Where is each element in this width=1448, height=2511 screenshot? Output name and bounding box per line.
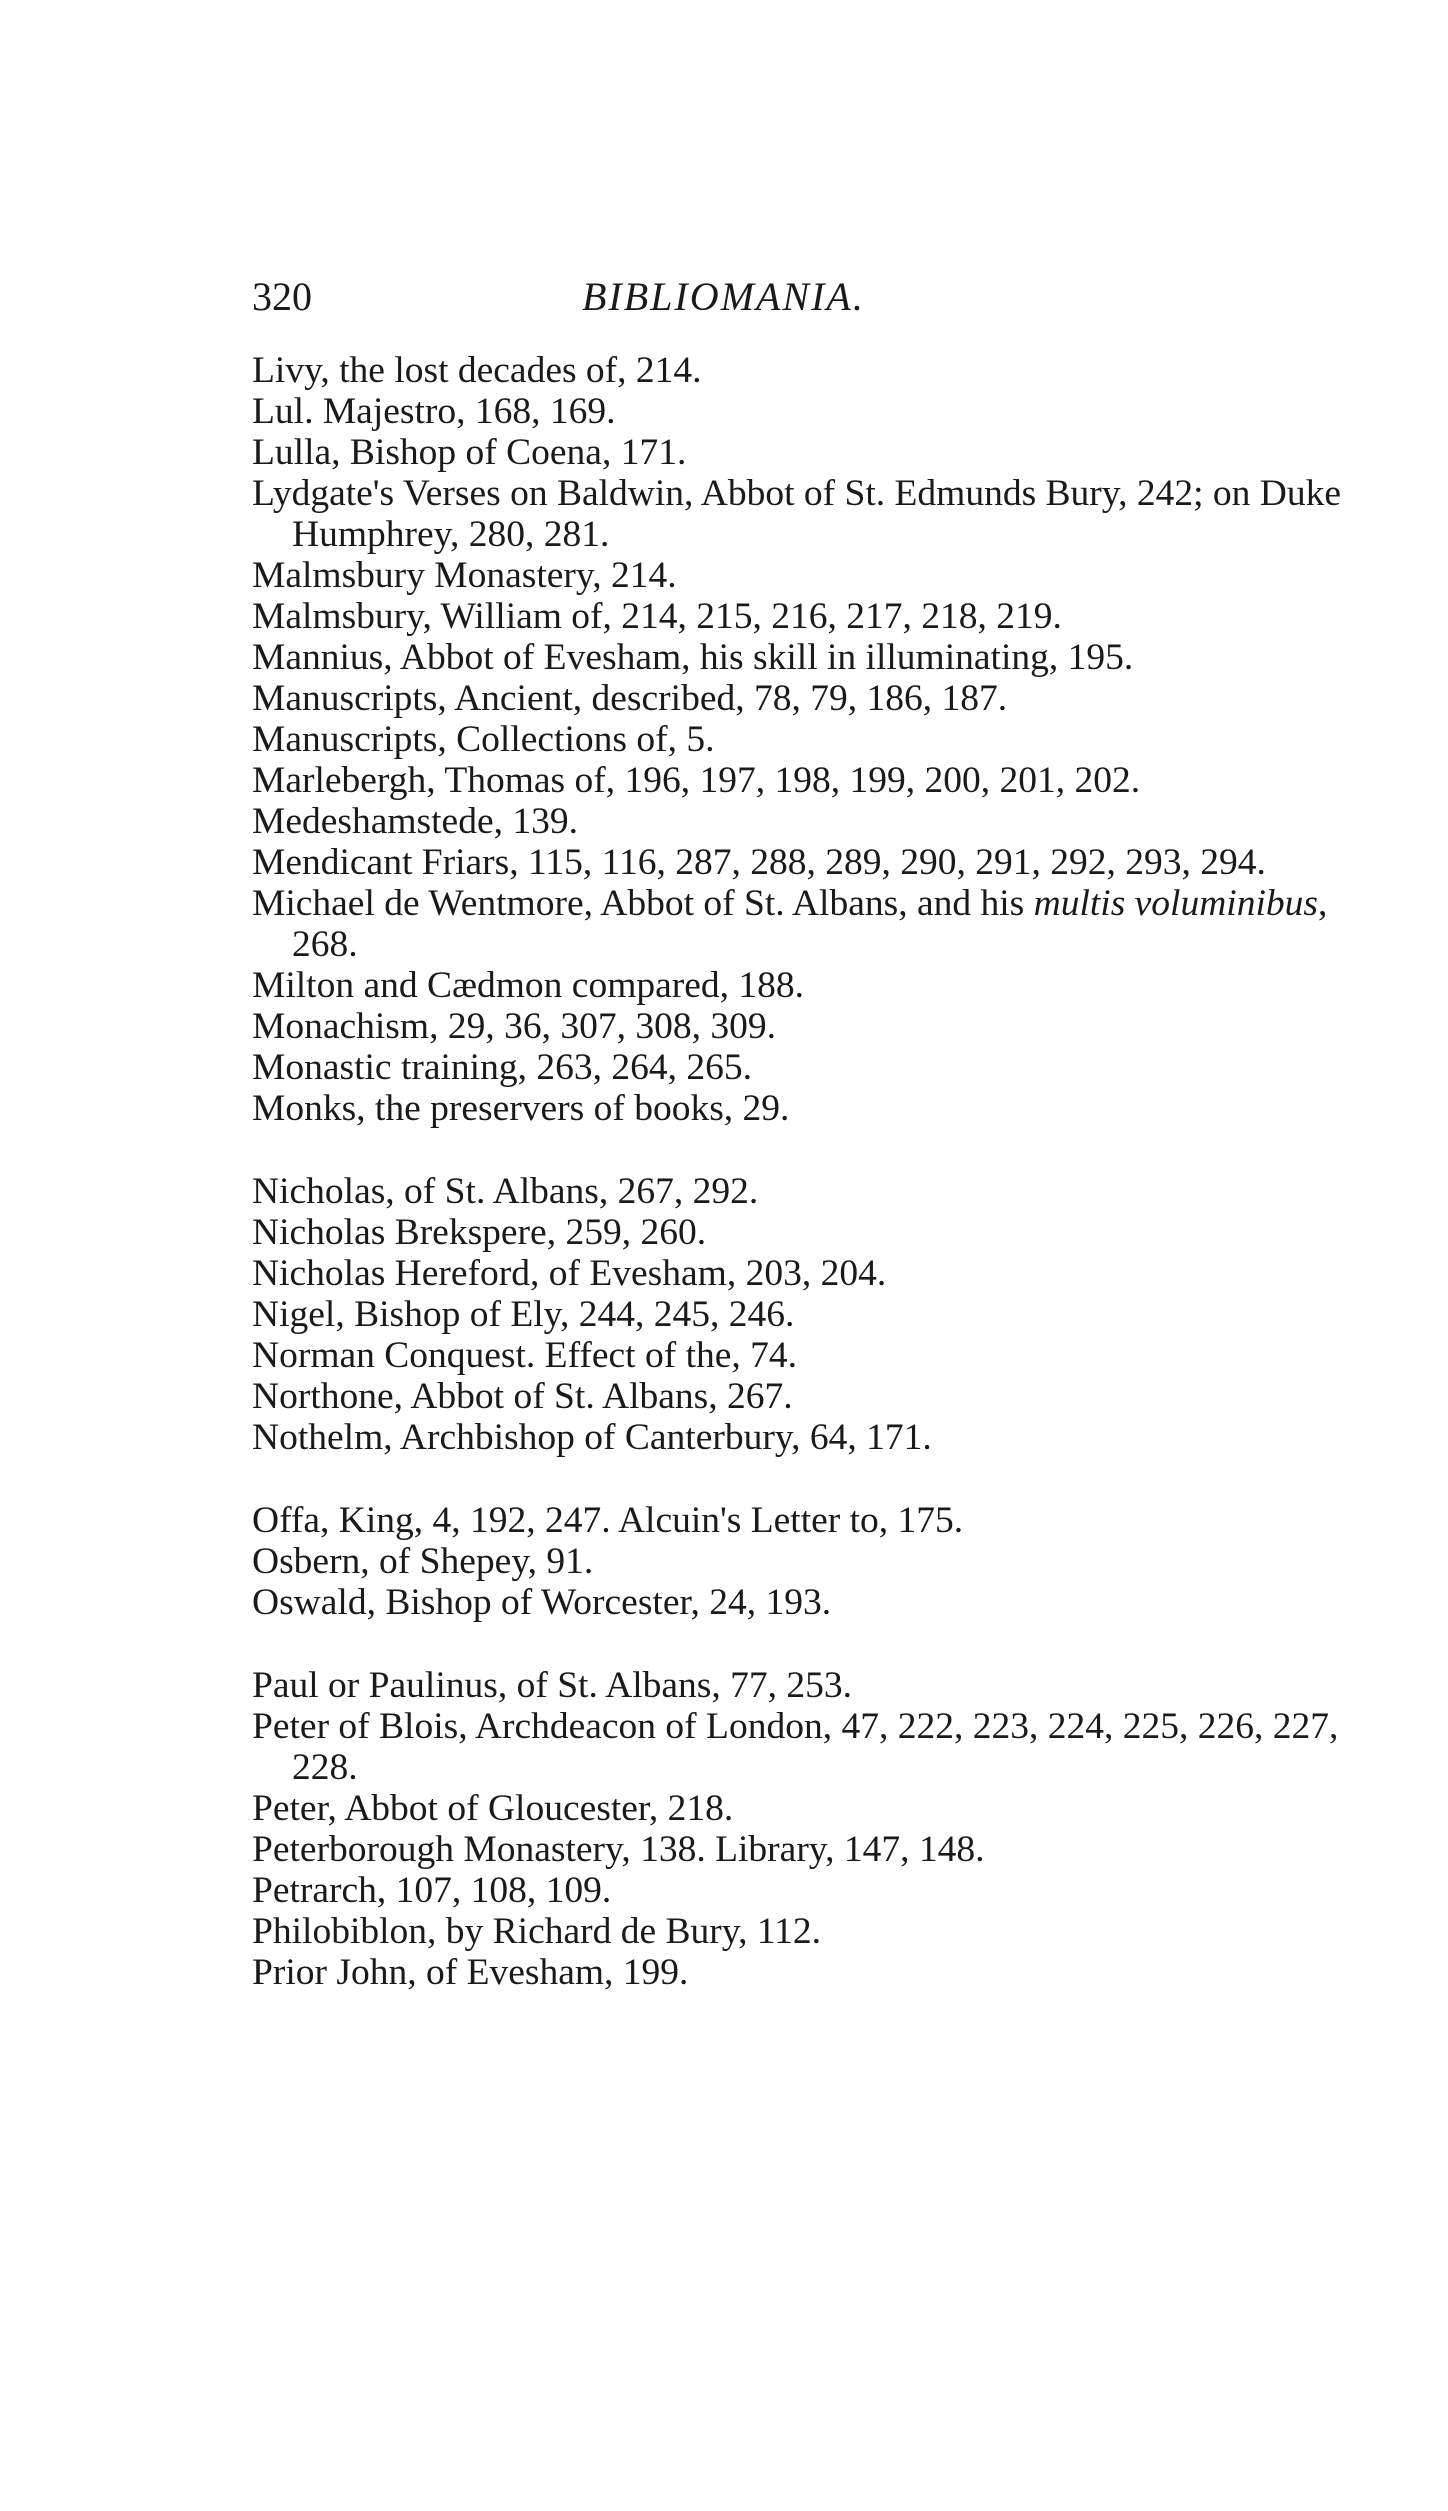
index-entry: Nicholas Hereford, of Evesham, 203, 204. (252, 1253, 887, 1294)
index-entry: Milton and Cædmon compared, 188. (252, 965, 805, 1006)
index-entry: Petrarch, 107, 108, 109. (252, 1870, 612, 1911)
index-entry: Lul. Majestro, 168, 169. (252, 391, 616, 432)
index-entry: Marlebergh, Thomas of, 196, 197, 198, 199, 200, 201, 202. (252, 760, 1141, 801)
index-group-l-m (252, 350, 1362, 1129)
index-entry: Mannius, Abbot of Evesham, his skill in illuminating, 195. (252, 637, 1134, 678)
index-entry: Medeshamstede, 139. (252, 801, 578, 842)
index-entry: Livy, the lost decades of, 214. (252, 350, 702, 391)
index-entry: Philobiblon, by Richard de Bury, 112. (252, 1911, 822, 1952)
index-entry: Manuscripts, Ancient, described, 78, 79, 186, 187. (252, 678, 1008, 719)
index-entry: Peter of Blois, Archdeacon of London, 47, 222, 223, 224, 225, 226, 227, 228. (252, 1706, 1339, 1788)
index-entry: Osbern, of Shepey, 91. (252, 1541, 594, 1582)
index-entry: Nicholas, of St. Albans, 267, 292. (252, 1171, 759, 1212)
page-header (252, 272, 1362, 322)
index-group-o (252, 1500, 1362, 1623)
index-entry: Mendicant Friars, 115, 116, 287, 288, 289, 290, 291, 292, 293, 294. (252, 842, 1266, 883)
entry-text: , 268. (292, 883, 1328, 965)
index-entry: Monastic training, 263, 264, 265. (252, 1047, 752, 1088)
index-entry: Oswald, Bishop of Worcester, 24, 193. (252, 1582, 832, 1623)
page-number: 320 (252, 274, 312, 319)
index-entry: Offa, King, 4, 192, 247. Alcuin's Letter to, 175. (252, 1500, 964, 1541)
index-entry: Peterborough Monastery, 138. Library, 147, 148. (252, 1829, 985, 1870)
index-entry: Monachism, 29, 36, 307, 308, 309. (252, 1006, 776, 1047)
index-entry: Norman Conquest. Effect of the, 74. (252, 1335, 798, 1376)
index-entry: Prior John, of Evesham, 199. (252, 1952, 689, 1993)
index-entry: Lulla, Bishop of Coena, 171. (252, 432, 687, 473)
index-entry: Nigel, Bishop of Ely, 244, 245, 246. (252, 1294, 795, 1335)
index-entry: Paul or Paulinus, of St. Albans, 77, 253. (252, 1665, 853, 1706)
entry-italic-text: multis voluminibus (1033, 883, 1318, 924)
index-group-n (252, 1171, 1362, 1458)
index-entry: Nothelm, Archbishop of Canterbury, 64, 171. (252, 1417, 932, 1458)
index-entry: Manuscripts, Collections of, 5. (252, 719, 715, 760)
index-entry: Malmsbury, William of, 214, 215, 216, 217, 218, 219. (252, 596, 1062, 637)
index-group-p (252, 1665, 1362, 1993)
index-entry: Peter, Abbot of Gloucester, 218. (252, 1788, 734, 1829)
index-list (252, 350, 1362, 2035)
index-entry (252, 883, 1362, 965)
index-entry: Malmsbury Monastery, 214. (252, 555, 677, 596)
running-title: BIBLIOMANIA. (582, 274, 865, 319)
entry-text: Michael de Wentmore, Abbot of St. Albans, and his (252, 883, 1034, 924)
index-entry: Lydgate's Verses on Baldwin, Abbot of St. Edmunds Bury, 242; on Duke Humphrey, 280, 281. (252, 473, 1342, 555)
index-entry: Monks, the preservers of books, 29. (252, 1088, 790, 1129)
index-entry: Nicholas Brekspere, 259, 260. (252, 1212, 707, 1253)
index-entry: Northone, Abbot of St. Albans, 267. (252, 1376, 793, 1417)
